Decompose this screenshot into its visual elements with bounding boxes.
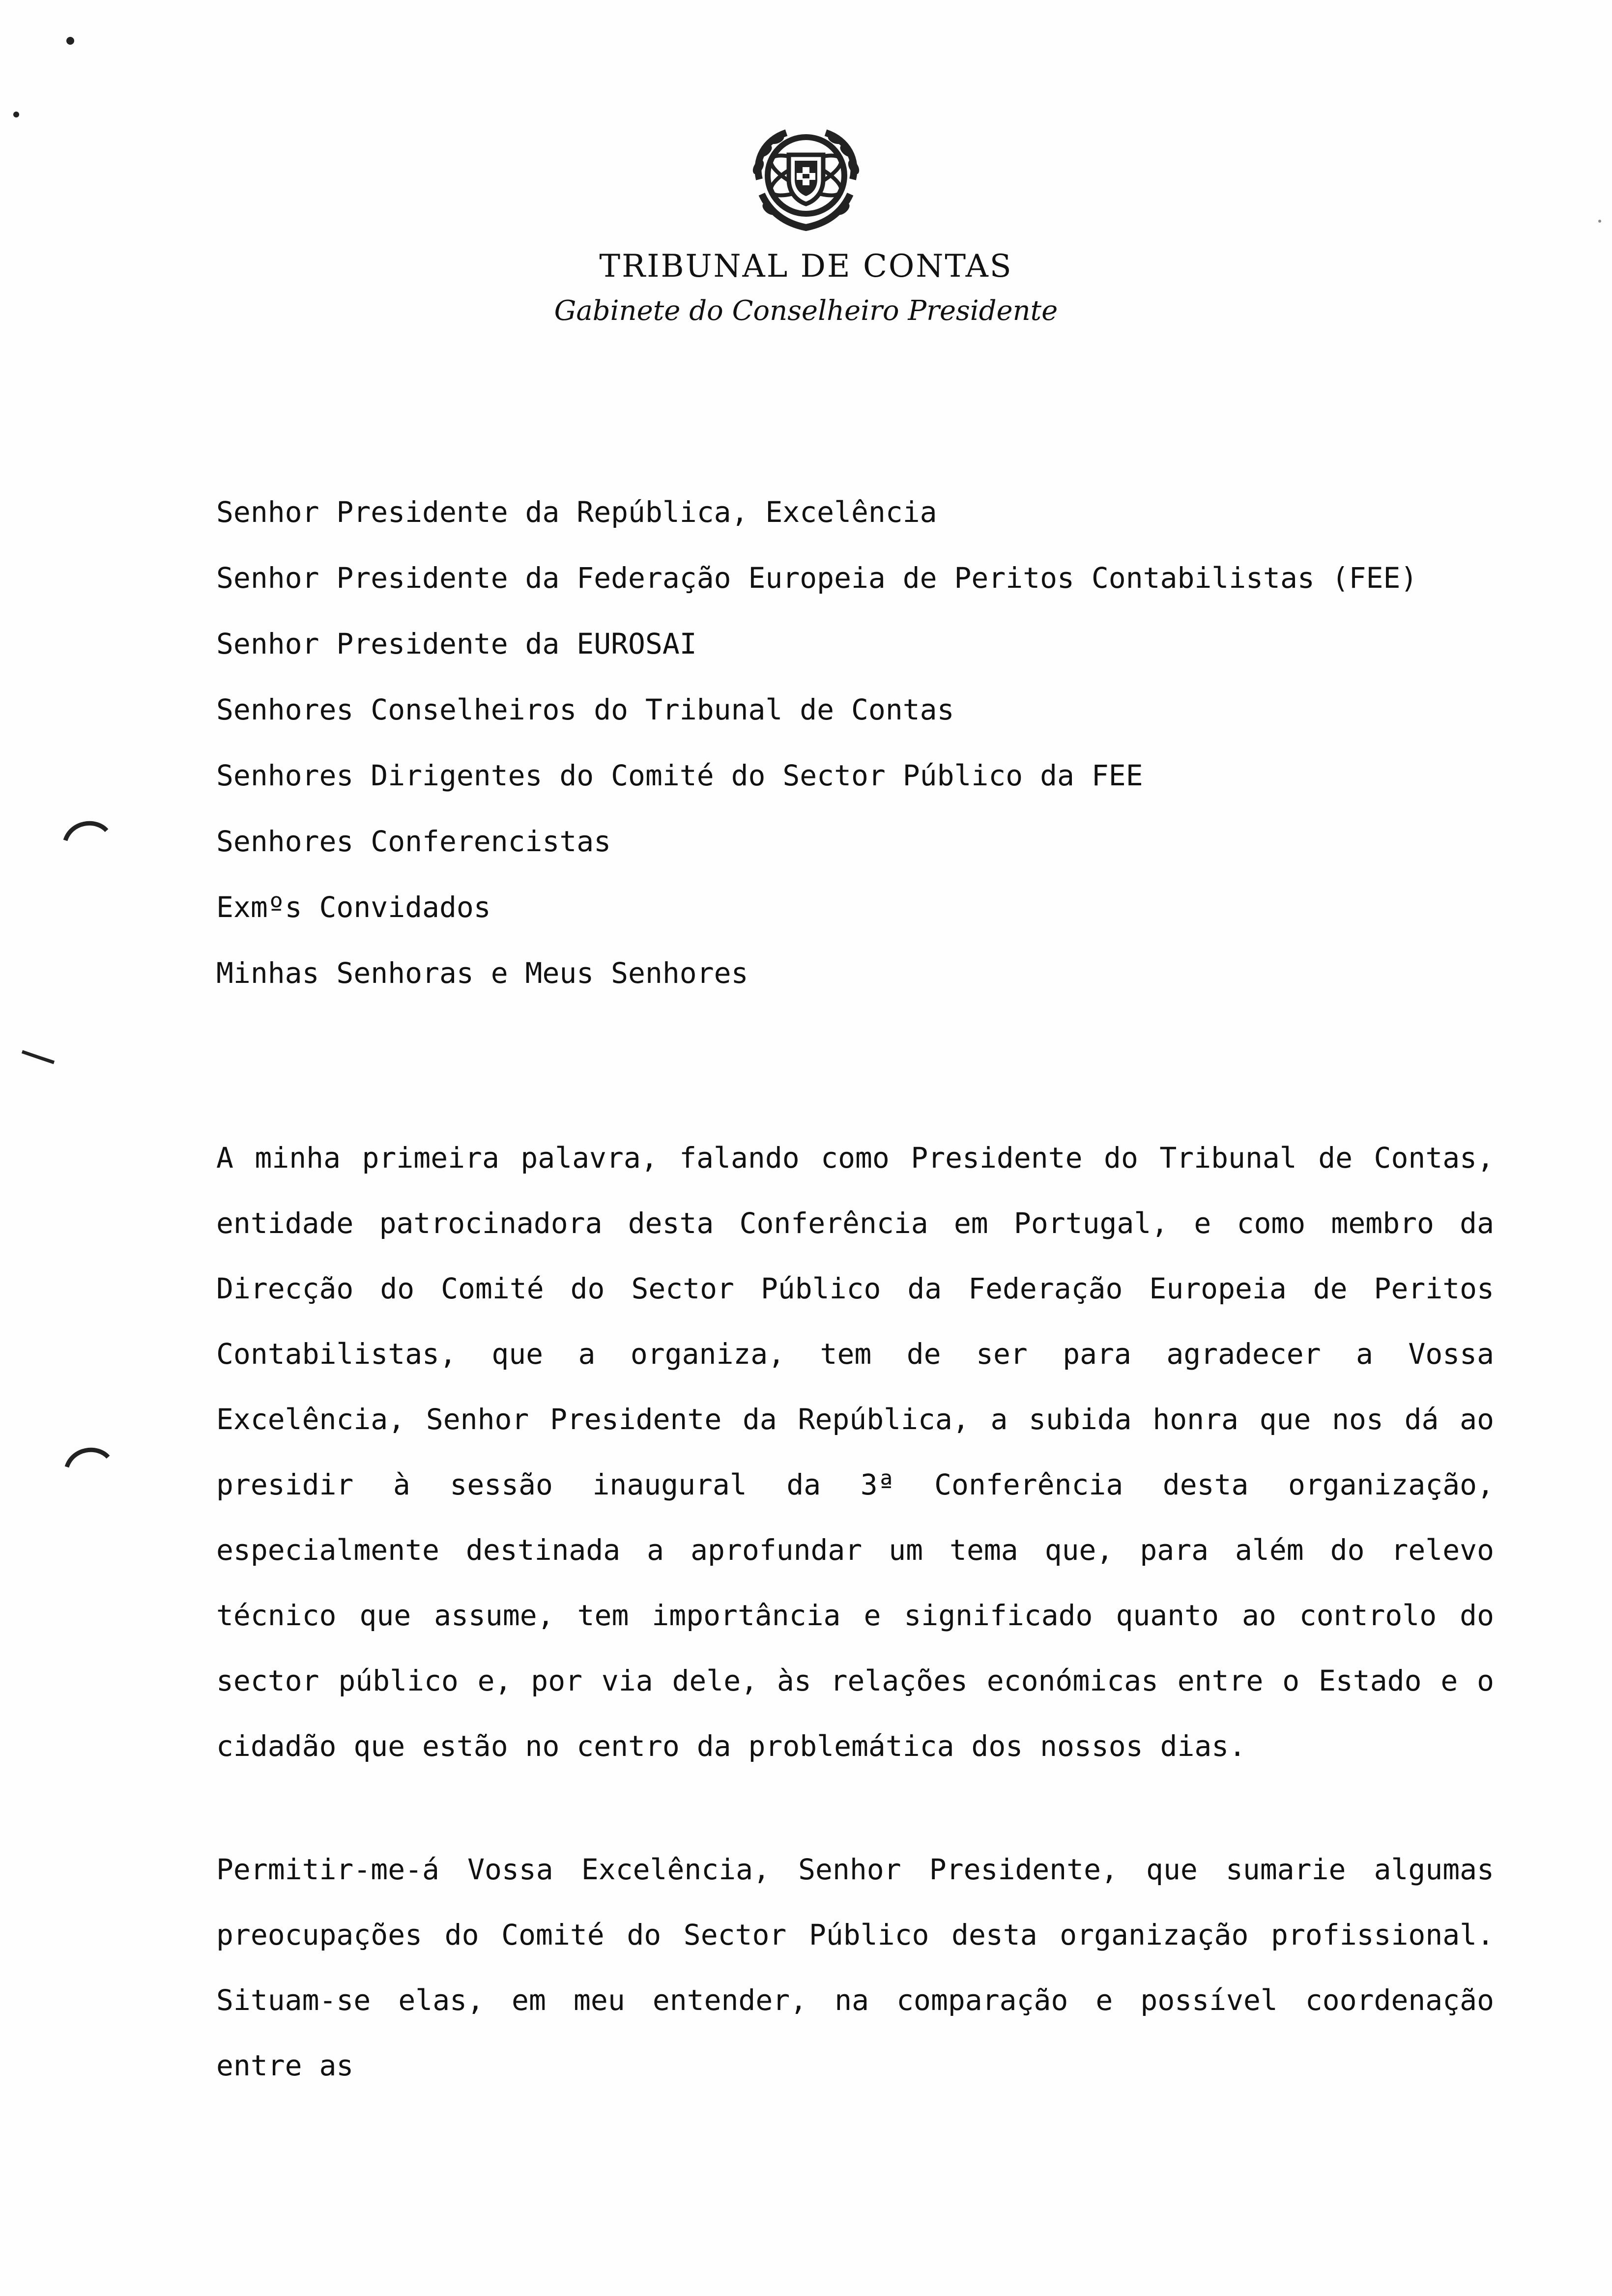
punch-hole-mark bbox=[63, 1442, 112, 1472]
scan-dot-mark bbox=[9, 107, 24, 122]
coat-of-arms-icon bbox=[740, 120, 872, 233]
scan-dot-mark bbox=[63, 33, 78, 48]
salutation-line: Senhores Conselheiros do Tribunal de Contas bbox=[216, 693, 954, 726]
salutation-line: Senhor Presidente da Federação Europeia de Peritos Contabilistas (FEE) bbox=[216, 561, 1418, 595]
scan-stroke-mark bbox=[20, 1047, 59, 1066]
scan-dot-mark bbox=[1595, 216, 1605, 226]
salutation-line: Senhor Presidente da República, Excelência bbox=[216, 495, 937, 529]
salutation-line: Exmºs Convidados bbox=[216, 890, 491, 924]
office-subtitle: Gabinete do Conselheiro Presidente bbox=[554, 295, 1058, 327]
body-paragraph: Permitir-me-á Vossa Excelência, Senhor Presidente, que sumarie algumas preocupações do Comité do Sector Público desta organização profissional. Situam-se elas, em meu entender, na comparação e possível coordenação entre as bbox=[216, 1853, 1494, 2082]
salutation-list bbox=[216, 479, 1514, 1006]
salutation-line: Senhores Conferencistas bbox=[216, 825, 611, 858]
organization-name: TRIBUNAL DE CONTAS bbox=[599, 248, 1013, 285]
salutation-line: Senhores Dirigentes do Comité do Sector Público da FEE bbox=[216, 759, 1143, 792]
body-paragraph: A minha primeira palavra, falando como Presidente do Tribunal de Contas, entidade patrocinadora desta Conferência em Portugal, e como membro da Direcção do Comité do Sector Público da Federação Europeia de Peritos Contabilistas, que a organiza, tem de ser para agradecer a Vossa Excelência, Senhor Presidente da República, a subida honra que nos dá ao presidir à sessão inaugural da 3ª Conferência desta organização, especialmente destinada a aprofundar um tema que, para além do relevo técnico que assume, tem importância e significado quanto ao controlo do sector público e, por via dele, às relações económicas entre o Estado e o cidadão que estão no centro da problemática dos nossos dias. bbox=[216, 1141, 1494, 1763]
salutation-line: Senhor Presidente da EUROSAI bbox=[216, 627, 697, 660]
punch-hole-mark bbox=[61, 816, 111, 845]
salutation-line: Minhas Senhoras e Meus Senhores bbox=[216, 956, 748, 990]
